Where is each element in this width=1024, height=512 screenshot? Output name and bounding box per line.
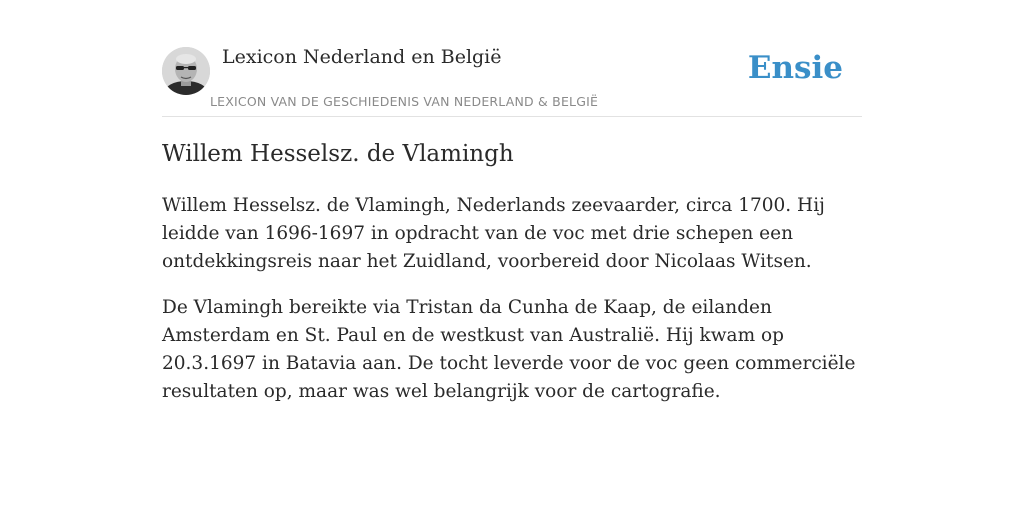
article-paragraph: De Vlamingh bereikte via Tristan da Cunha de Kaap, de eilanden Amsterdam en St. Paul en de westkust van Australië. Hij kwam op 20.3.1697 in Batavia aan. De tocht leverde voor de voc geen commerciële resultaten op, maar was wel belangrijk voor de cartografie. bbox=[162, 297, 856, 402]
author-portrait-icon bbox=[162, 47, 210, 95]
header bbox=[162, 44, 862, 117]
article-title: Willem Hesselsz. de Vlamingh bbox=[162, 141, 514, 167]
lexicon-subtitle: LEXICON VAN DE GESCHIEDENIS VAN NEDERLAND & BELGIË bbox=[210, 94, 599, 109]
ensie-logo-link[interactable]: Ensie bbox=[747, 50, 843, 86]
article-paragraph: Willem Hesselsz. de Vlamingh, Nederlands zeevaarder, circa 1700. Hij leidde van 1696-1697 in opdracht van de voc met drie schepen een ontdekkingsreis naar het Zuidland, voorbereid door Nicolaas Witsen. bbox=[162, 195, 825, 272]
author-avatar[interactable] bbox=[162, 47, 210, 95]
lexicon-name-link[interactable]: Lexicon Nederland en België bbox=[222, 46, 502, 68]
article bbox=[162, 138, 862, 406]
